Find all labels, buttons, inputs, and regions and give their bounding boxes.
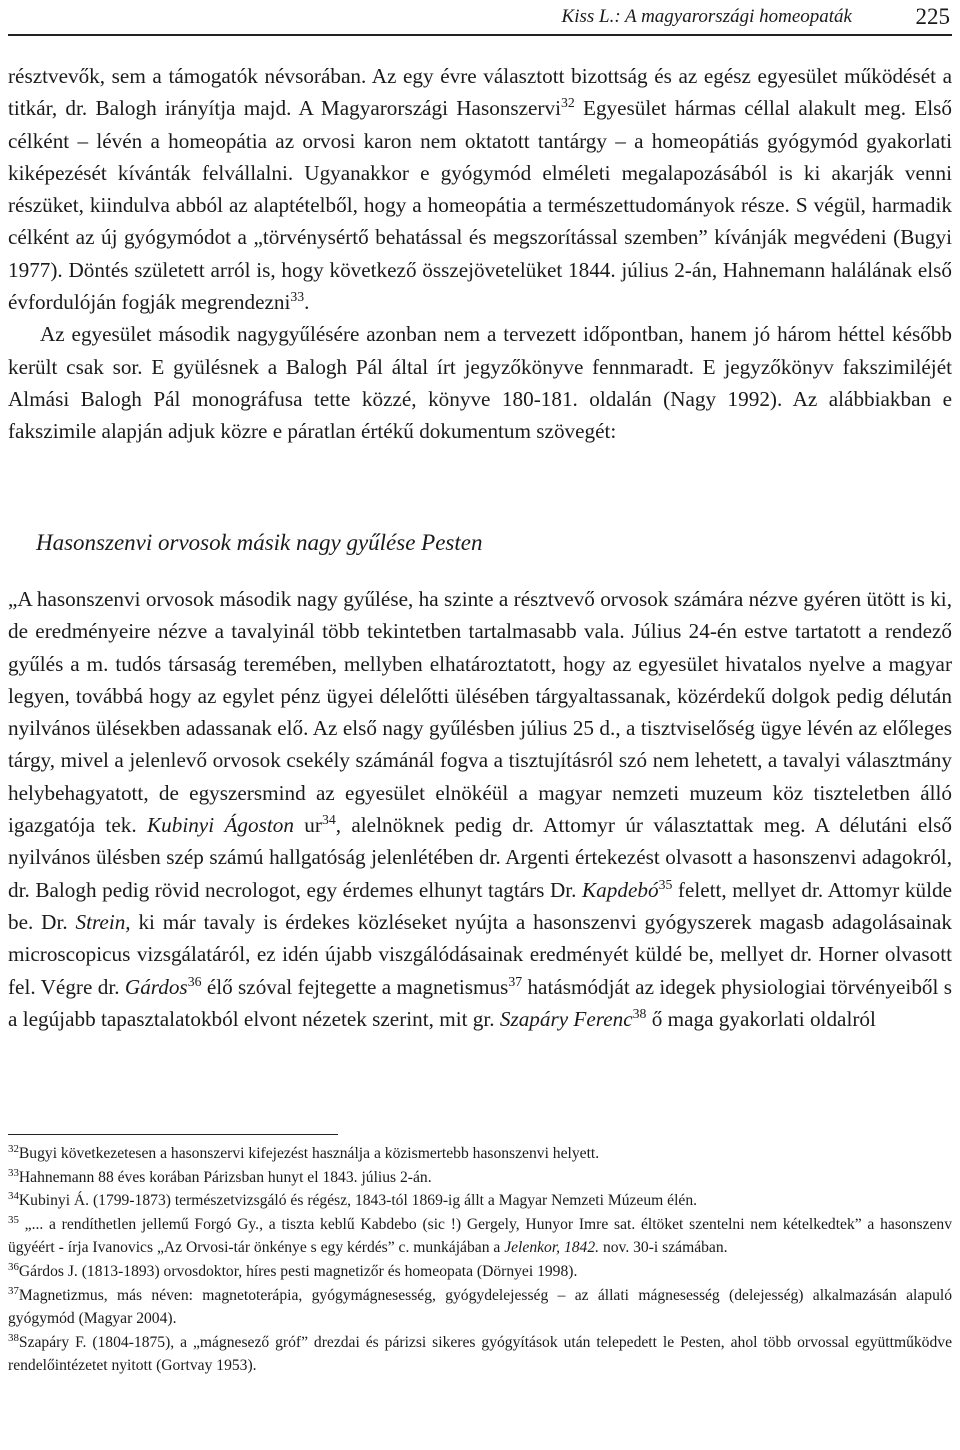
running-head: Kiss L.: A magyarországi homeopaták [561, 6, 852, 27]
name-italic: Kubinyi Ágoston [147, 813, 294, 838]
text-run: ki már tavaly is érdekes közléseket nyújta a hasonszenvi gyógyszerek magasb adagolásainak microscopicus vizsgálatáról, ez idén újabb viszgálódásainak eredményét küldé be, mellyet dr. Horner olvasott fel. Végre dr. [8, 909, 952, 999]
footnote-text: nov. 30-i számában. [599, 1239, 728, 1257]
footnote-text: Hahnemann 88 éves korában Párizsban hunyt el 1843. július 2-án. [18, 1168, 432, 1186]
text-run: élő szóval fejtegette a magnetismus [201, 974, 509, 999]
name-italic: Gárdos [124, 974, 188, 999]
footnote-ref: 37 [508, 973, 523, 989]
text-run: ő maga gyakorlati oldalról [646, 1006, 876, 1031]
footnotes [8, 1142, 952, 1378]
footnote-number: 33 [8, 1166, 19, 1179]
footnote [8, 1166, 952, 1190]
footnote [8, 1189, 952, 1213]
footnote-italic: Jelenkor, 1842. [504, 1239, 600, 1257]
text-run: Egyesület hármas céllal alakult meg. Első célként – lévén a homeopátia az orvosi karon nem oktatott tantárgy – a homeopátiás gyógymód gyakorlati kiképezését kívánták felvállalni. Ugyanakkor e gyógymód elméleti megalapozásából is ki akarják venni részüket, kiindulva abból az alaptételből, hogy a homeopátia a természettudományok része. S végül, harmadik célként az új gyógymódot a „törvénysértő behatással és megszorítással szemben” kívánják megvédeni (Bugyi 1977). Döntés született arról is, hogy következő összejövetelüket 1844. július 2-án, Hahnemann halálának első évfordulóján fogják megrendezni [8, 96, 953, 315]
footnote-number: 35 [8, 1213, 19, 1226]
footnote-text: „... a rendíthetlen jellemű Forgó Gy., a tiszta keblű Kabdebo (sic !) Gergely, Hunyor Imre sat. éltöket szentelni nem kételkedtek” a hasonszenv ügyéért - írja Ivanovics „Az Orvosi-tár önkénye s egy kérdés” c. munkájában a [8, 1215, 952, 1257]
name-italic: Szapáry Ferenc [499, 1006, 633, 1031]
text-run: résztvevők, sem a támogatók névsorában. Az egy évre választott bizottság és az egész egyesület működését a titkár, dr. Balogh irányítja majd. A Magyarországi Hasonszervi [8, 64, 952, 121]
footnote [8, 1331, 952, 1378]
footnote [8, 1284, 952, 1331]
name-italic: Strein, [75, 909, 131, 934]
section-title: Hasonszenvi orvosok másik nagy gyűlése Pesten [36, 530, 483, 555]
footnote [8, 1213, 952, 1260]
footnote-text: Gárdos J. (1813-1893) orvosdoktor, híres pesti magnetizőr és homeopata (Dörnyei 1998). [18, 1262, 578, 1280]
header-rule [8, 34, 952, 36]
text-run: felett, mellyet dr. Attomyr külde be. Dr. [8, 877, 952, 934]
footnote-text: Magnetizmus, más néven: magnetoterápia, gyógymágnesesség, gyógydelejesség – az állati mágnesesség (delejesség) alkalmazásán alapuló gyógymód (Magyar 2004). [8, 1286, 952, 1328]
paragraph: Az egyesület második nagygyűlésére azonban nem a tervezett időpontban, hanem jó három héttel később került csak sor. E gyülésnek a Balogh Pál által írt jegyzőkönyve fennmaradt. E jegyzőkönyv fakszimiléjét Almási Balogh Pál monográfusa tette közzé, könyve 180-181. oldalán (Nagy 1992). Az alábbiakban e fakszimile alapján adjuk közre e páratlan értékű dokumentum szövegét: [8, 322, 952, 444]
footnote-ref: 34 [321, 812, 336, 828]
footnote-text: Szapáry F. (1804-1875), a „mágnesező gróf” drezdai és párizsi sikeres gyógyítások után telepedett le Pesten, ahol több orvossal együttműködve rendelőintézetet nyitott (Gortvay 1953). [8, 1333, 952, 1375]
footnote-number: 36 [8, 1260, 19, 1273]
footnote-number: 37 [8, 1284, 19, 1297]
paragraph [8, 60, 952, 318]
footnote-text: Bugyi következetesen a hasonszervi kifejezést használja a közismertebb hasonszenvi helyett. [18, 1145, 600, 1162]
footnote-ref: 35 [658, 876, 673, 892]
footnote [8, 1260, 952, 1284]
footnote-ref: 38 [632, 1005, 647, 1021]
text-run: „A hasonszenvi orvosok második nagy gyűlése, ha szinte a résztvevő orvosok számára nézve gyéren ütött is ki, de eredményeire nézve a tavalyinál több tekintetben tartalmasabb vala. Július 24-én estve tartatott a rendező gyűlés a m. tudós társaság teremében, mellyben elhatároztatott, hogy az egyesület hivatalos nyelve a magyar legyen, továbbá hogy az egylet pénz ügyei délelőtti ülésében tárgyaltassanak, közérdekű dolgok pedig délután nyilvános ülésekben adassanak elő. Az első nagy gyűlésben július 25 d., a tisztviselőség ügye lévén az előleges tárgy, mivel a jelenlevő orvosok csekély számánál fogva a tisztujításról szó nem lehetett, a tavalyi választmány helybehagyatott, de egyszersmind az egyesület elnökéül a magyar nemzeti muzeum köz tiszteletben álló igazgatója tek. [8, 587, 952, 838]
text-run: ur [293, 813, 322, 838]
text-run: hatásmódját az idegek physiologiai törvényeiből s a legújabb tapasztalatokból elvont nézetek szerint, mit gr. [8, 974, 952, 1031]
footnote-ref: 36 [187, 973, 202, 989]
name-italic: Kapdebó [582, 877, 659, 902]
text-run: . [304, 290, 310, 315]
page-number: 225 [915, 4, 950, 29]
footnote-number: 34 [8, 1190, 19, 1202]
footnote-text: Kubinyi Á. (1799-1873) természetvizsgáló és régész, 1843-tól 1869-ig állt a Magyar Nemzeti Múzeum élén. [18, 1192, 698, 1210]
paragraph [8, 583, 952, 1035]
footnote-number: 38 [8, 1331, 19, 1344]
body-text [8, 60, 952, 448]
footnote-ref: 32 [560, 95, 575, 111]
page-header [8, 4, 952, 34]
text-run: , alelnöknek pedig dr. Attomyr úr választattak meg. A délutáni első nyilvános ülésben szép számú hallgatóság jelenlétében dr. Argenti értekezést olvasott a hasonszenvi adagokról, dr. Balogh pedig rövid necrologot, egy érdemes elhunyt tagtárs Dr. [8, 813, 952, 902]
footnote-number: 32 [8, 1142, 19, 1155]
footnote-ref: 33 [290, 289, 305, 305]
footnote [8, 1142, 952, 1166]
footnote-rule [8, 1134, 338, 1135]
quoted-document [8, 583, 952, 1035]
